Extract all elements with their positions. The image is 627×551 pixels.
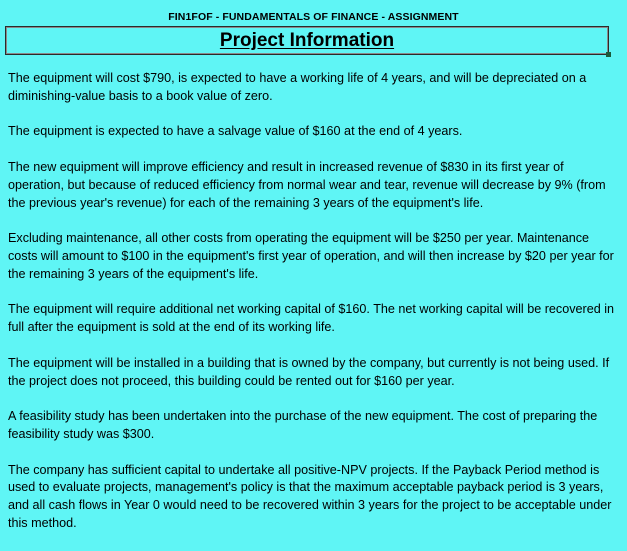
title-cell[interactable] — [5, 26, 609, 55]
fill-handle-icon[interactable] — [606, 52, 611, 57]
paragraph-working-capital: The equipment will require additional net working capital of $160. The net working capital will be recovered in full after the equipment is sold at the end of its working life. — [8, 302, 615, 335]
page-title: Project Information — [219, 30, 395, 51]
paragraph-payback-policy: The company has sufficient capital to undertake all positive-NPV projects. If the Payback Period method is used to evaluate projects, management's policy is that the maximum acceptable payback period is 3 years, and all cash flows in Year 0 would need to be recovered within 3 years for the project to be acceptable under this method. — [8, 462, 612, 530]
paragraph-operating-costs: Excluding maintenance, all other costs from operating the equipment will be $250 per year. Maintenance costs will amount to $100 in the equipment's first year of operation, and will then increase by $20 per year for the remaining 3 years of the equipment's life. — [8, 231, 614, 281]
paragraph-feasibility-study: A feasibility study has been undertaken into the purchase of the new equipment. The cost of preparing the feasibility study was $300. — [8, 409, 598, 441]
paragraph-equipment-cost: The equipment will cost $790, is expected to have a working life of 4 years, and will be depreciated on a diminishing-value basis to a book value of zero. — [8, 71, 587, 103]
course-title: FIN1FOF - FUNDAMENTALS OF FINANCE - ASSIGNMENT — [168, 11, 459, 23]
paragraph-revenue: The new equipment will improve efficiency and result in increased revenue of $830 in its first year of operation, but because of reduced efficiency from normal wear and tear, revenue will decrease by 9% (from the previous year's revenue) for each of the remaining 3 years of the equipment's life. — [8, 159, 606, 210]
project-info-body — [8, 70, 614, 551]
paragraph-building: The equipment will be installed in a building that is owned by the company, but currently is not being used. If the project does not proceed, this building could be rented out for $160 per year. — [8, 355, 610, 388]
paragraph-salvage-value: The equipment is expected to have a salvage value of $160 at the end of 4 years. — [8, 124, 463, 139]
